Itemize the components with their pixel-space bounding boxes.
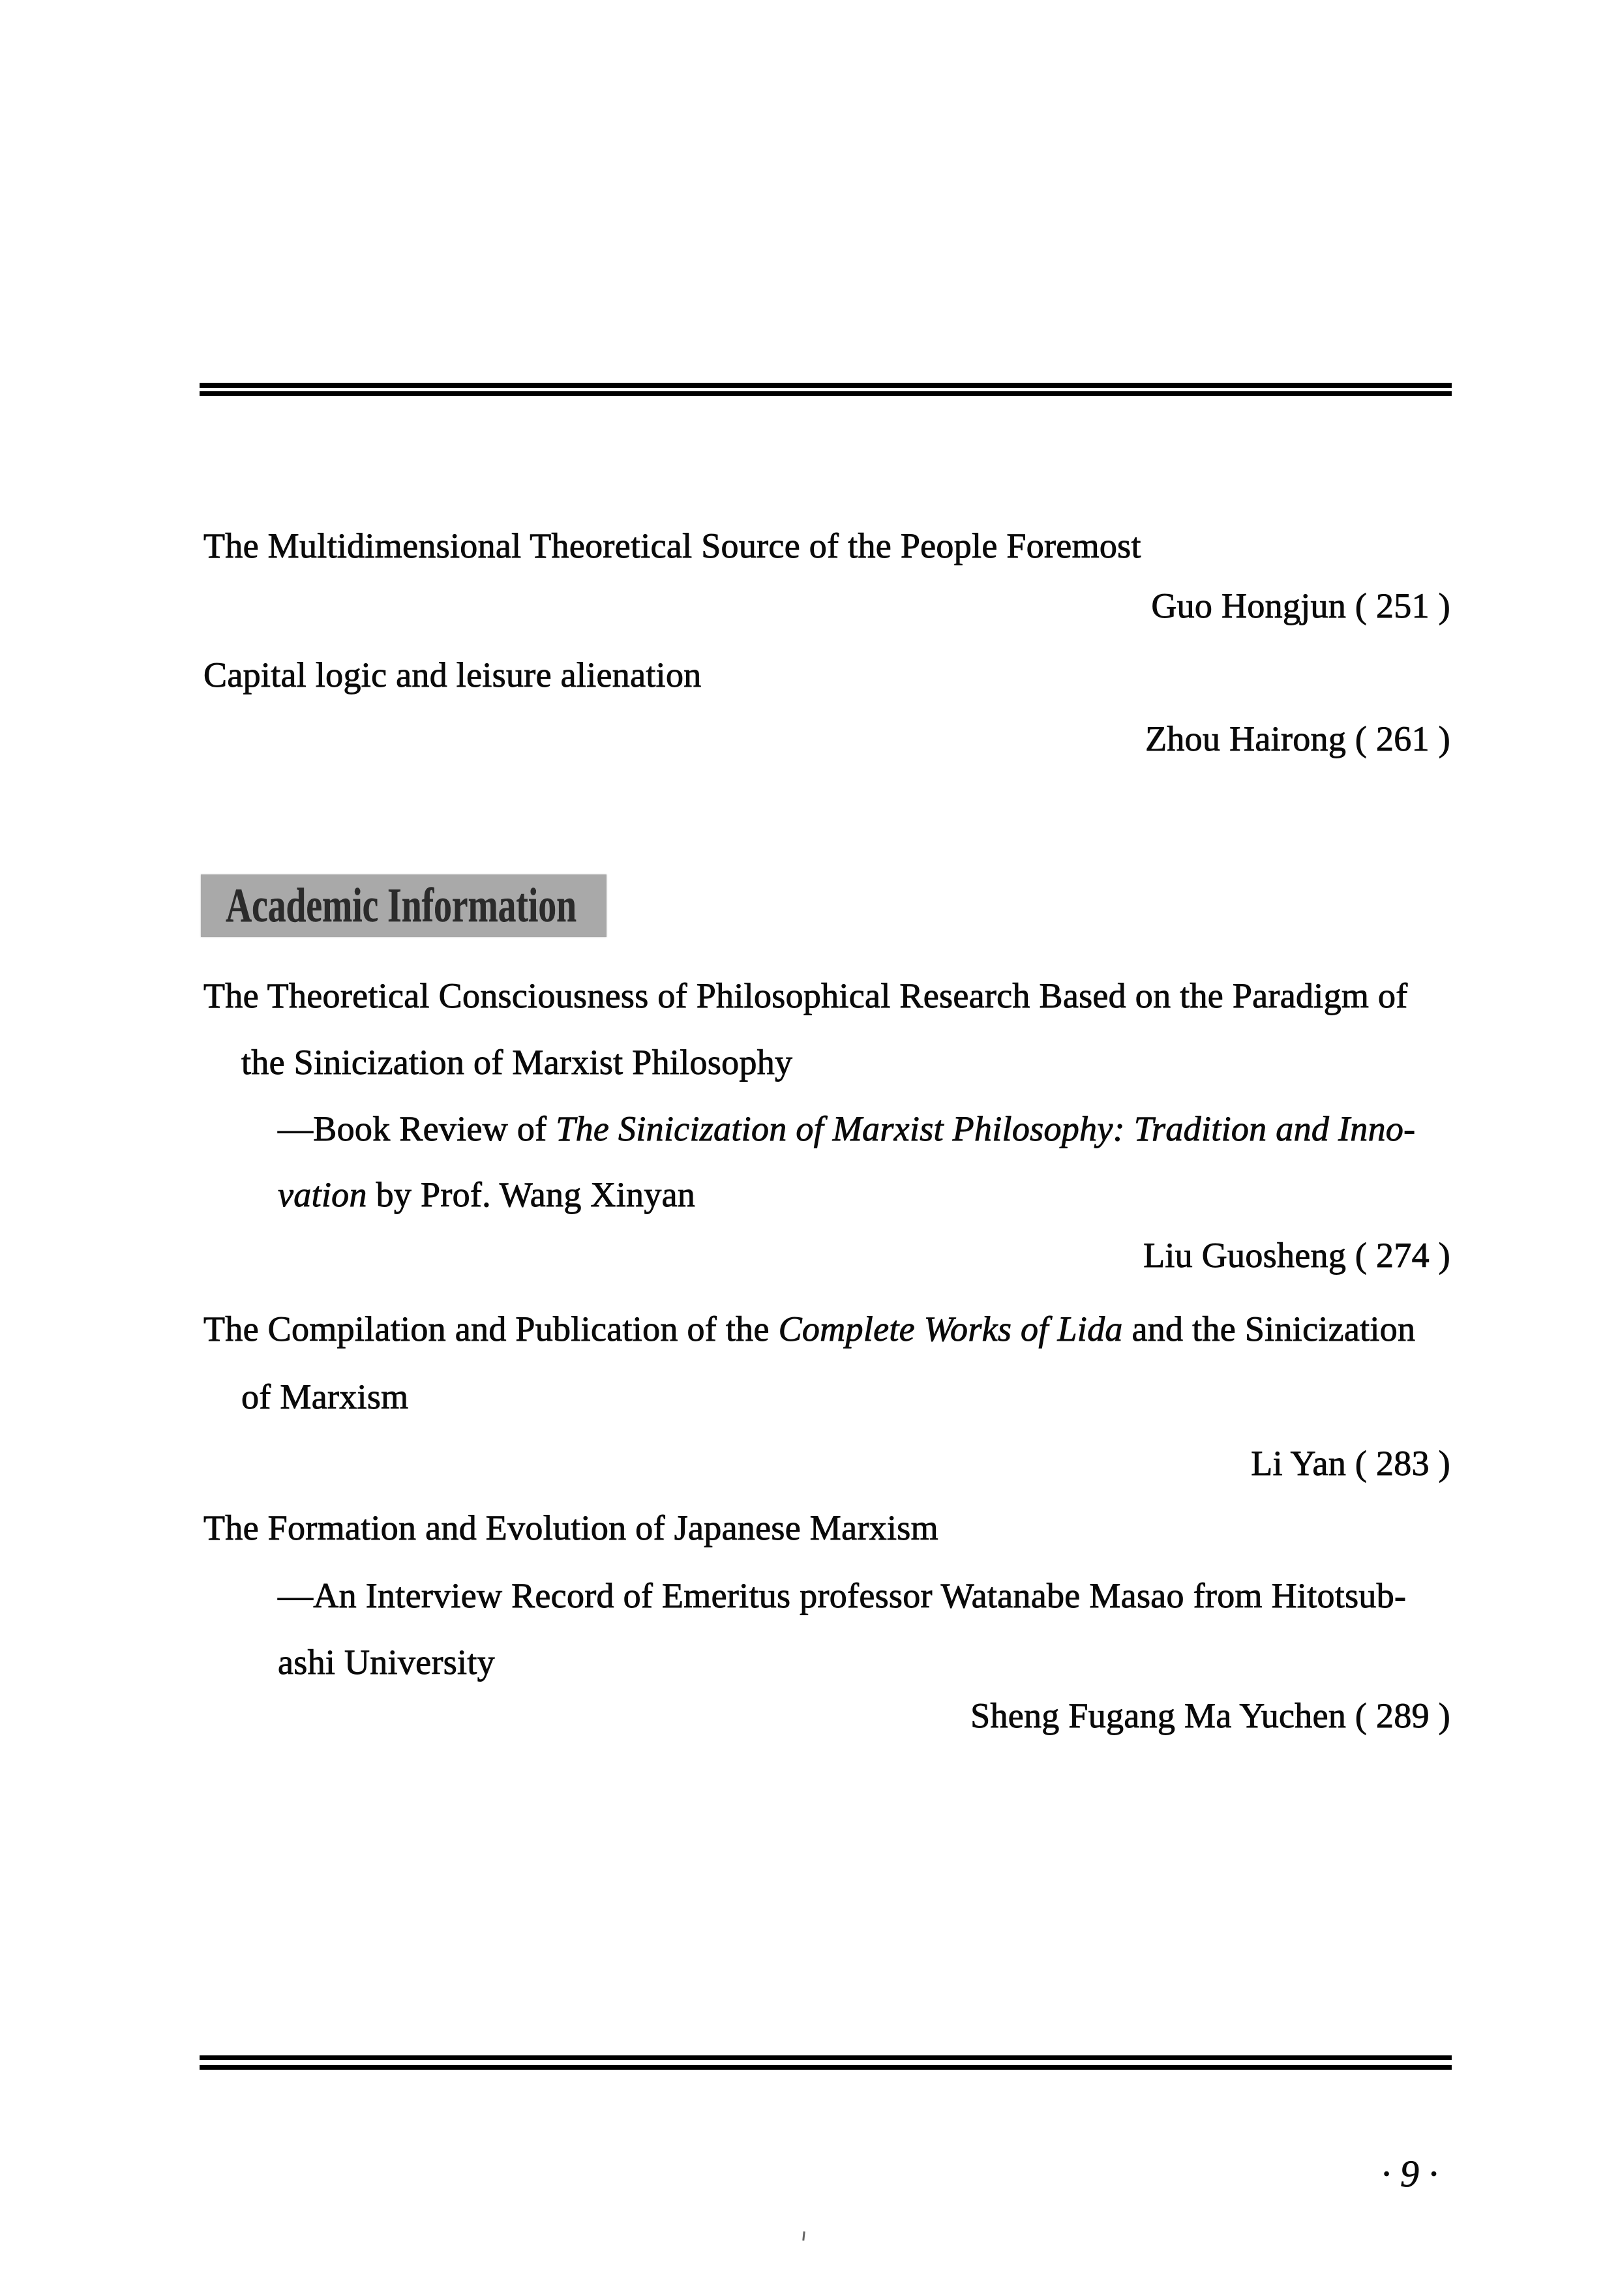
subtitle-italic-segment: vation [278, 1175, 367, 1214]
toc-title-line: The Theoretical Consciousness of Philosophical Research Based on the Paradigm of [203, 976, 1408, 1015]
toc-author-line: Sheng Fugang Ma Yuchen ( 289 ) [970, 1696, 1450, 1735]
toc-title-line: The Formation and Evolution of Japanese Marxism [203, 1508, 938, 1547]
subtitle-italic-segment: The Sinicization of Marxist Philosophy: Tradition and Inno- [556, 1109, 1416, 1148]
toc-title-line: The Multidimensional Theoretical Source of the People Foremost [203, 526, 1141, 565]
scan-speck [802, 2231, 805, 2241]
top-rule-upper [200, 383, 1452, 388]
section-header-label: Academic Information [226, 878, 577, 932]
toc-author-line: Li Yan ( 283 ) [1251, 1444, 1450, 1483]
toc-title-line: Capital logic and leisure alienation [203, 655, 702, 694]
toc-title-wrap-line: of Marxism [241, 1377, 409, 1416]
subtitle-plain-segment: by Prof. Wang Xinyan [367, 1175, 696, 1214]
toc-subtitle-line [278, 1109, 1450, 1149]
top-rule-lower [200, 391, 1452, 396]
toc-title-line [203, 1309, 1450, 1349]
subtitle-plain-segment: —Book Review of [278, 1109, 556, 1148]
toc-author-line: Guo Hongjun ( 251 ) [1151, 586, 1450, 625]
title-plain-segment: and the Sinicization [1122, 1309, 1416, 1349]
bottom-rule-lower [200, 2065, 1452, 2070]
toc-subtitle-line [278, 1174, 695, 1215]
toc-author-line: Zhou Hairong ( 261 ) [1145, 719, 1450, 758]
title-italic-segment: Complete Works of Lida [778, 1309, 1123, 1349]
title-plain-segment: The Compilation and Publication of the [203, 1309, 779, 1349]
toc-title-wrap-line: the Sinicization of Marxist Philosophy [241, 1043, 793, 1082]
toc-author-line: Liu Guosheng ( 274 ) [1143, 1236, 1450, 1275]
toc-subtitle-line: —An Interview Record of Emeritus professor Watanabe Masao from Hitotsub- [278, 1576, 1407, 1615]
section-header-box [201, 874, 607, 937]
bottom-rule-upper [200, 2055, 1452, 2060]
page-number: · 9 · [1381, 2153, 1438, 2195]
toc-subtitle-line: ashi University [278, 1643, 495, 1682]
